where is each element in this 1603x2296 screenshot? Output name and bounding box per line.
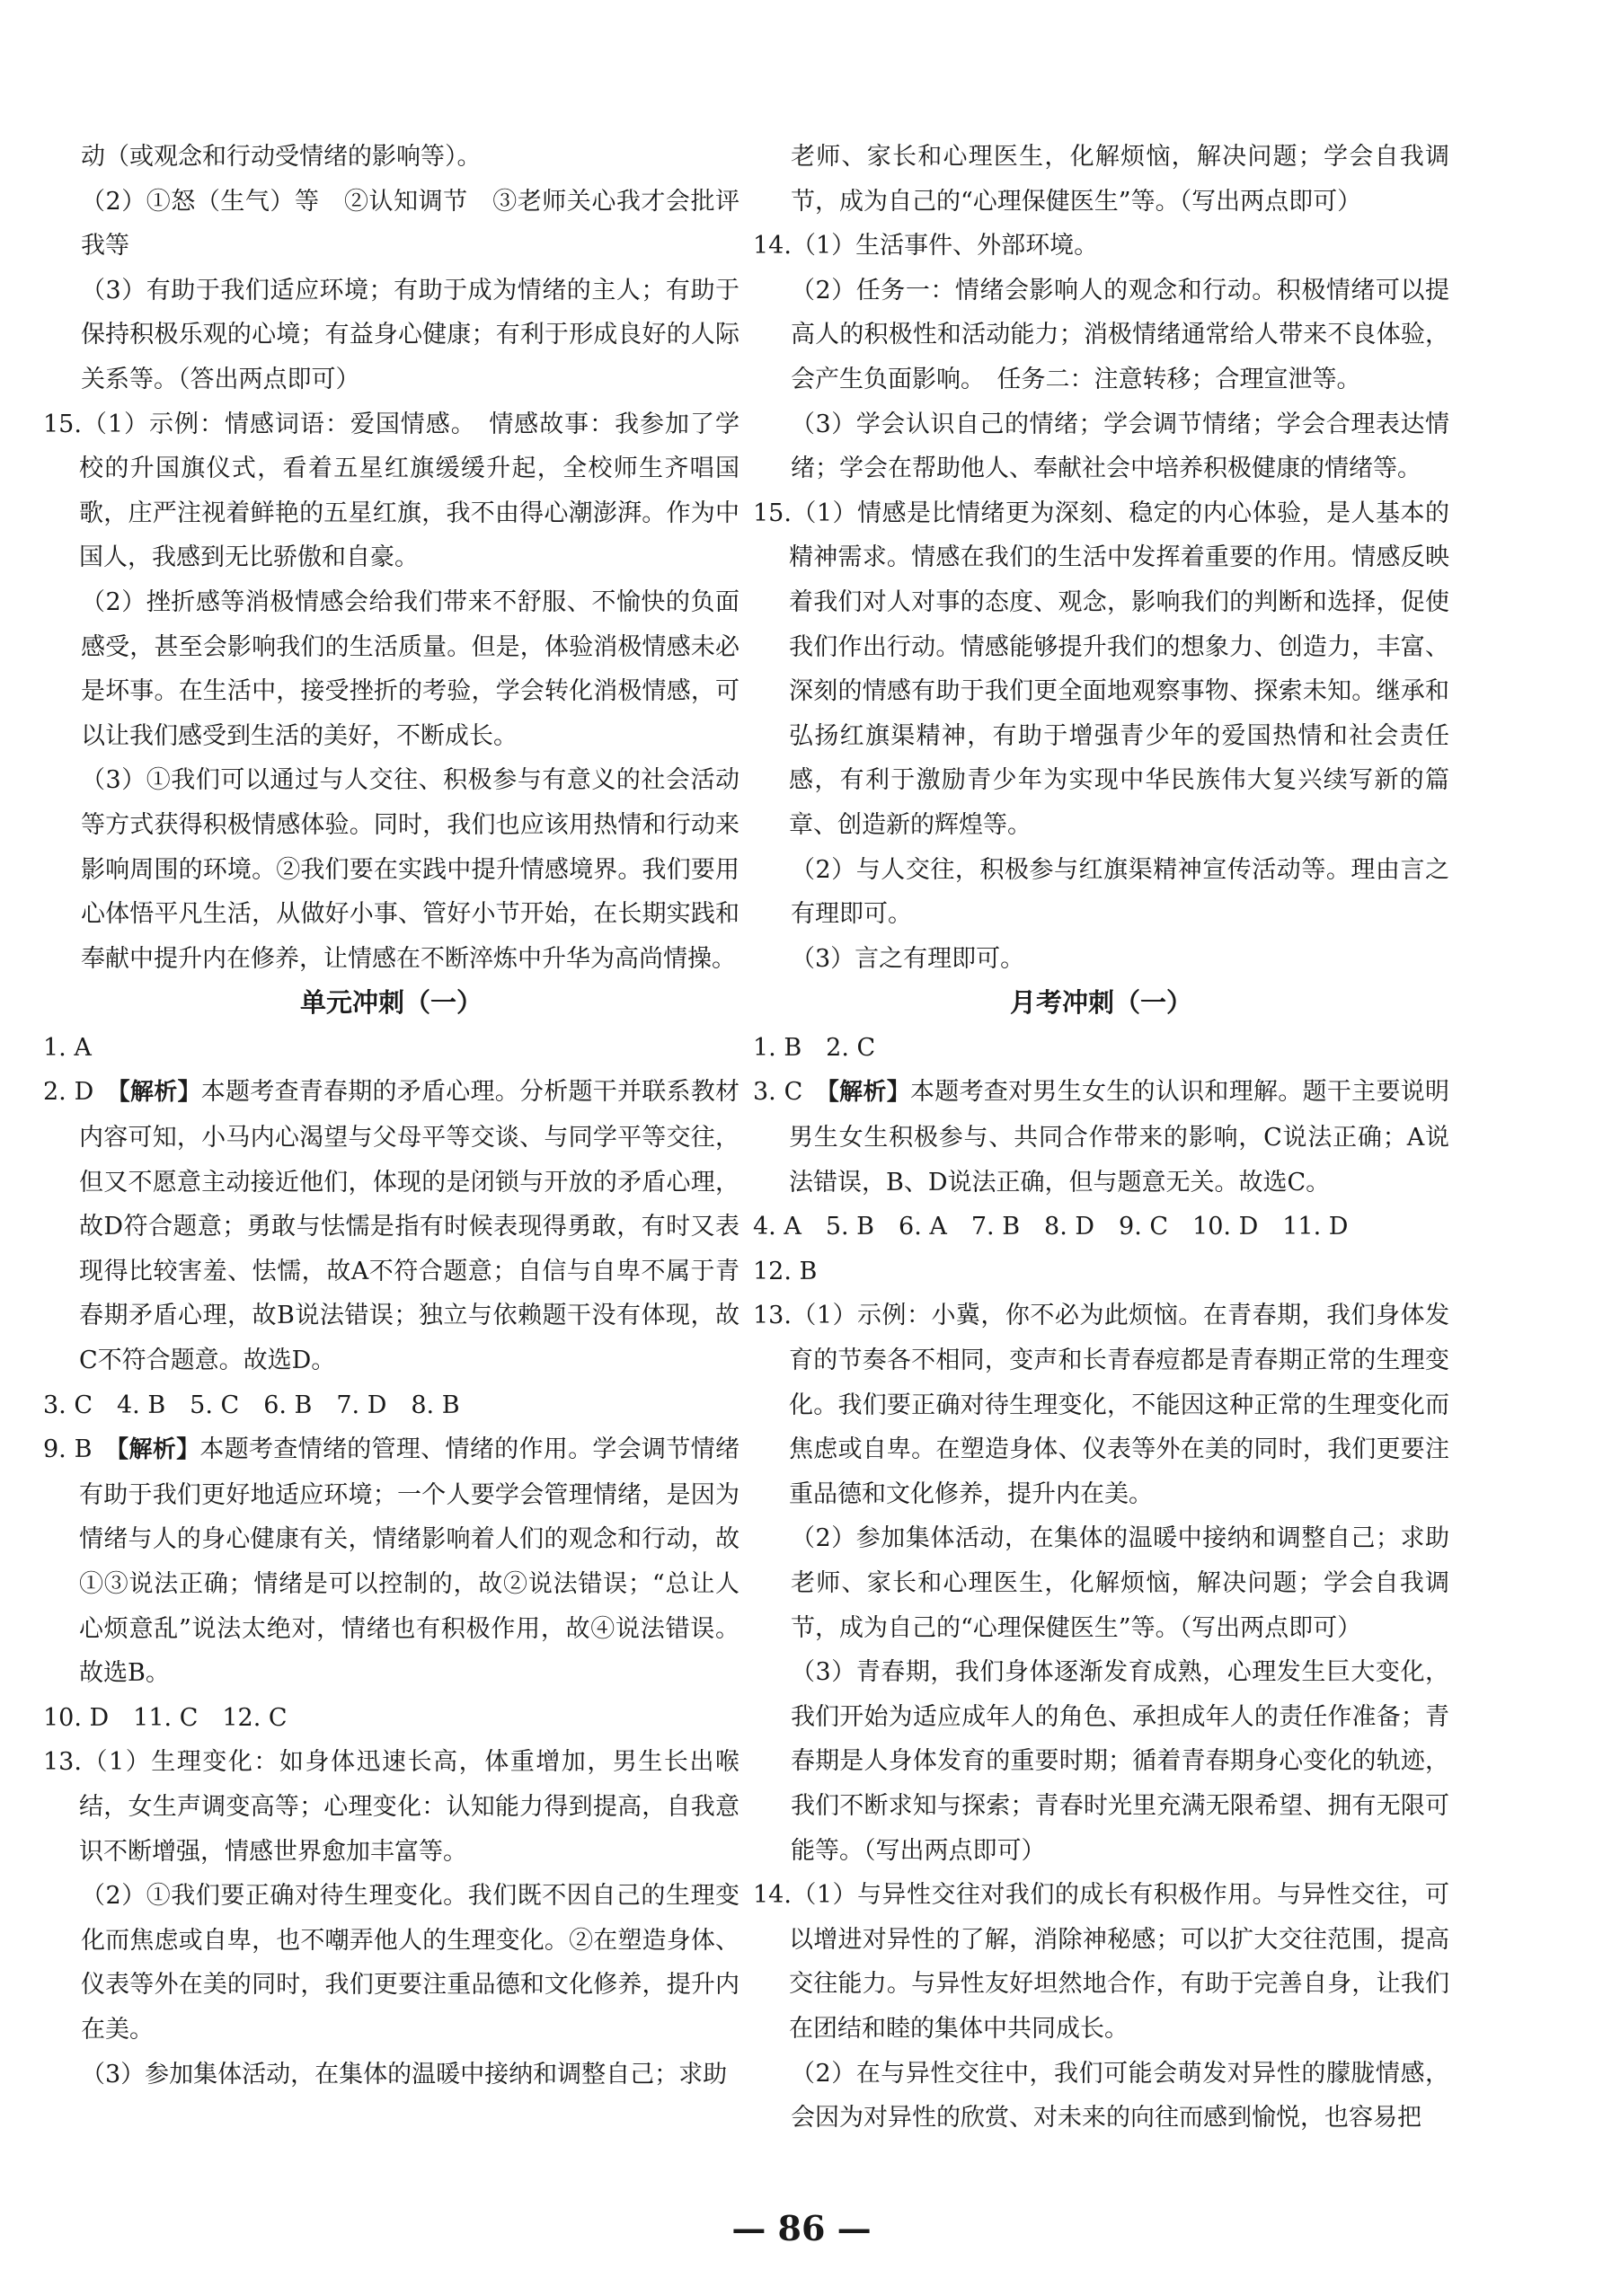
answer-text: （2）任务一：情绪会影响人的观念和行动。积极情绪可以提高人的积极性和活动能力；消极情绪通常给人带来不良体验，会产生负面影响。 任务二：注意转移；合理宣泄等。 <box>791 276 1449 393</box>
answer-15: 15.（1）示例：情感词语：爱国情感。 情感故事：我参加了学校的升国旗仪式，看着五星红旗缓缓升起，全校师生齐唱国歌，庄严注视着鲜艳的五星红旗，我不由得心潮澎湃。作为中国人，我感到无比骄傲和自豪。 <box>43 410 740 572</box>
answer-12: 12. B <box>753 1257 818 1285</box>
right-column <box>753 135 1449 2141</box>
answer-text: （3）参加集体活动，在集体的温暖中接纳和调整自己；求助 <box>81 2060 728 2088</box>
answer-3: 3. C 【解析】本题考查对男生女生的认识和理解。题干主要说明男生女生积极参与、共同合作带来的影响，C说法正确；A说法错误，B、D说法正确，但与题意无关。故选C。 <box>753 1078 1449 1197</box>
answer-13: 13.（1）生理变化：如身体迅速长高，体重增加，男生长出喉结，女生声调变高等；心理变化：认知能力得到提高，自我意识不断增强，情感世界愈加丰富等。 <box>43 1748 740 1866</box>
answer-text: （3）言之有理即可。 <box>791 944 1025 973</box>
answer-1: 1. A <box>43 1033 92 1062</box>
analysis-tag: 【解析】 <box>117 1436 200 1464</box>
answer-14: 14.（1）与异性交往对我们的成长有积极作用。与异性交往，可以增进对异性的了解，消除神秘感；可以扩大交往范围，提高交往能力。与异性友好坦然地合作，有助于完善自身，让我们在团结和睦的集体中共同成长。 <box>753 1881 1449 2043</box>
answer-text: （2）①我们要正确对待生理变化。我们既不因自己的生理变化而焦虑或自卑，也不嘲弄他人的生理变化。②在塑造身体、仪表等外在美的同时，我们更要注重品德和文化修养，提升内在美。 <box>81 1882 740 2044</box>
answer-15: 15.（1）情感是比情绪更为深刻、稳定的内心体验，是人基本的精神需求。情感在我们的生活中发挥着重要的作用。情感反映着我们对人对事的态度、观念，影响我们的判断和选择，促使我们作出行动。情感能够提升我们的想象力、创造力，丰富、深刻的情感有助于我们更全面地观察事物、探索未知。继承和弘扬红旗渠精神，有助于增强青少年的爱国热情和社会责任感，有利于激励青少年为实现中华民族伟大复兴续写新的篇章、创造新的辉煌等。 <box>753 499 1449 839</box>
answer-3-8: 3. C 4. B 5. C 6. B 7. D 8. B <box>43 1391 460 1419</box>
answer-14: 14.（1）生活事件、外部环境。 <box>753 232 1099 261</box>
left-column <box>43 135 740 2097</box>
answer-4-11: 4. A 5. B 6. A 7. B 8. D 9. C 10. D 11. D <box>753 1213 1349 1241</box>
answer-13: 13.（1）示例：小冀，你不必为此烦恼。在青春期，我们身体发育的节奏各不相同，变声和长青春痘都是青春期正常的生理变化。我们要正确对待生理变化，不能因这种正常的生理变化而焦虑或自卑。在塑造身体、仪表等外在美的同时，我们更要注重品德和文化修养，提升内在美。 <box>753 1302 1449 1508</box>
answer-text: （3）①我们可以通过与人交往、积极参与有意义的社会活动等方式获得积极情感体验。同时，我们也应该用热情和行动来影响周围的环境。②我们要在实践中提升情感境界。我们要用心体悟平凡生活，从做好小事、管好小节开始，在长期实践和奉献中提升内在修养，让情感在不断淬炼中升华为高尚情操。 <box>81 766 740 973</box>
answer-text: （3）有助于我们适应环境；有助于成为情绪的主人；有助于保持积极乐观的心境；有益身心健康；有利于形成良好的人际关系等。（答出两点即可） <box>81 276 740 393</box>
answer-2: 2. D 【解析】本题考查青春期的矛盾心理。分析题干并联系教材内容可知，小马内心渴望与父母平等交谈、与同学平等交往，但又不愿意主动接近他们，体现的是闭锁与开放的矛盾心理，故D符合题意；勇敢与怯懦是指有时候表现得勇敢，有时又表现得比较害羞、怯懦，故A不符合题意；自信与自卑不属于青春期矛盾心理，故B说法错误；独立与依赖题干没有体现，故C不符合题意。故选D。 <box>43 1078 740 1375</box>
answer-text: （3）青春期，我们身体逐渐发育成熟，心理发生巨大变化，我们开始为适应成年人的角色、承担成年人的责任作准备；青春期是人身体发育的重要时期；循着青春期身心变化的轨迹，我们不断求知与探索；青春时光里充满无限希望、拥有无限可能等。（写出两点即可） <box>791 1658 1449 1865</box>
answer-text: （2）参加集体活动，在集体的温暖中接纳和调整自己；求助老师、家长和心理医生，化解烦恼，解决问题；学会自我调节，成为自己的“心理保健医生”等。（写出两点即可） <box>791 1524 1449 1642</box>
page-number: — 86 — <box>731 2208 872 2248</box>
answer-text: （3）学会认识自己的情绪；学会调节情绪；学会合理表达情绪；学会在帮助他人、奉献社会中培养积极健康的情绪等。 <box>791 410 1449 483</box>
answer-9: 9. B 【解析】本题考查情绪的管理、情绪的作用。学会调节情绪有助于我们更好地适应环境；一个人要学会管理情绪，是因为情绪与人的身心健康有关，情绪影响着人们的观念和行动，故①③说法正确；情绪是可以控制的，故②说法错误；“总让人心烦意乱”说法太绝对，情绪也有积极作用，故④说法错误。故选B。 <box>43 1435 740 1688</box>
answer-text: 老师、家长和心理医生，化解烦恼，解决问题；学会自我调节，成为自己的“心理保健医生”等。（写出两点即可） <box>791 143 1449 216</box>
answer-10-12: 10. D 11. C 12. C <box>43 1703 288 1732</box>
answer-text: （2）①怒（生气）等 ②认知调节 ③老师关心我才会批评我等 <box>81 187 740 261</box>
analysis-tag: 【解析】 <box>118 1079 201 1107</box>
answer-text: （2）挫折感等消极情感会给我们带来不舒服、不愉快的负面感受，甚至会影响我们的生活质量。但是，体验消极情感未必是坏事。在生活中，接受挫折的考验，学会转化消极情感，可以让我们感受到生活的美好，不断成长。 <box>81 587 740 750</box>
section-title: 月考冲刺（一） <box>1009 987 1192 1019</box>
answer-text: （2）与人交往，积极参与红旗渠精神宣传活动等。理由言之有理即可。 <box>791 855 1449 929</box>
analysis-tag: 【解析】 <box>827 1079 910 1107</box>
answer-1-2: 1. B 2. C <box>753 1033 876 1062</box>
answer-text: （2）在与异性交往中，我们可能会萌发对异性的朦胧情感，会因为对异性的欣赏、对未来的向往而感到愉悦，也容易把 <box>791 2059 1449 2133</box>
section-title: 单元冲刺（一） <box>299 987 483 1019</box>
answer-text: 动（或观念和行动受情绪的影响等）。 <box>81 143 482 171</box>
